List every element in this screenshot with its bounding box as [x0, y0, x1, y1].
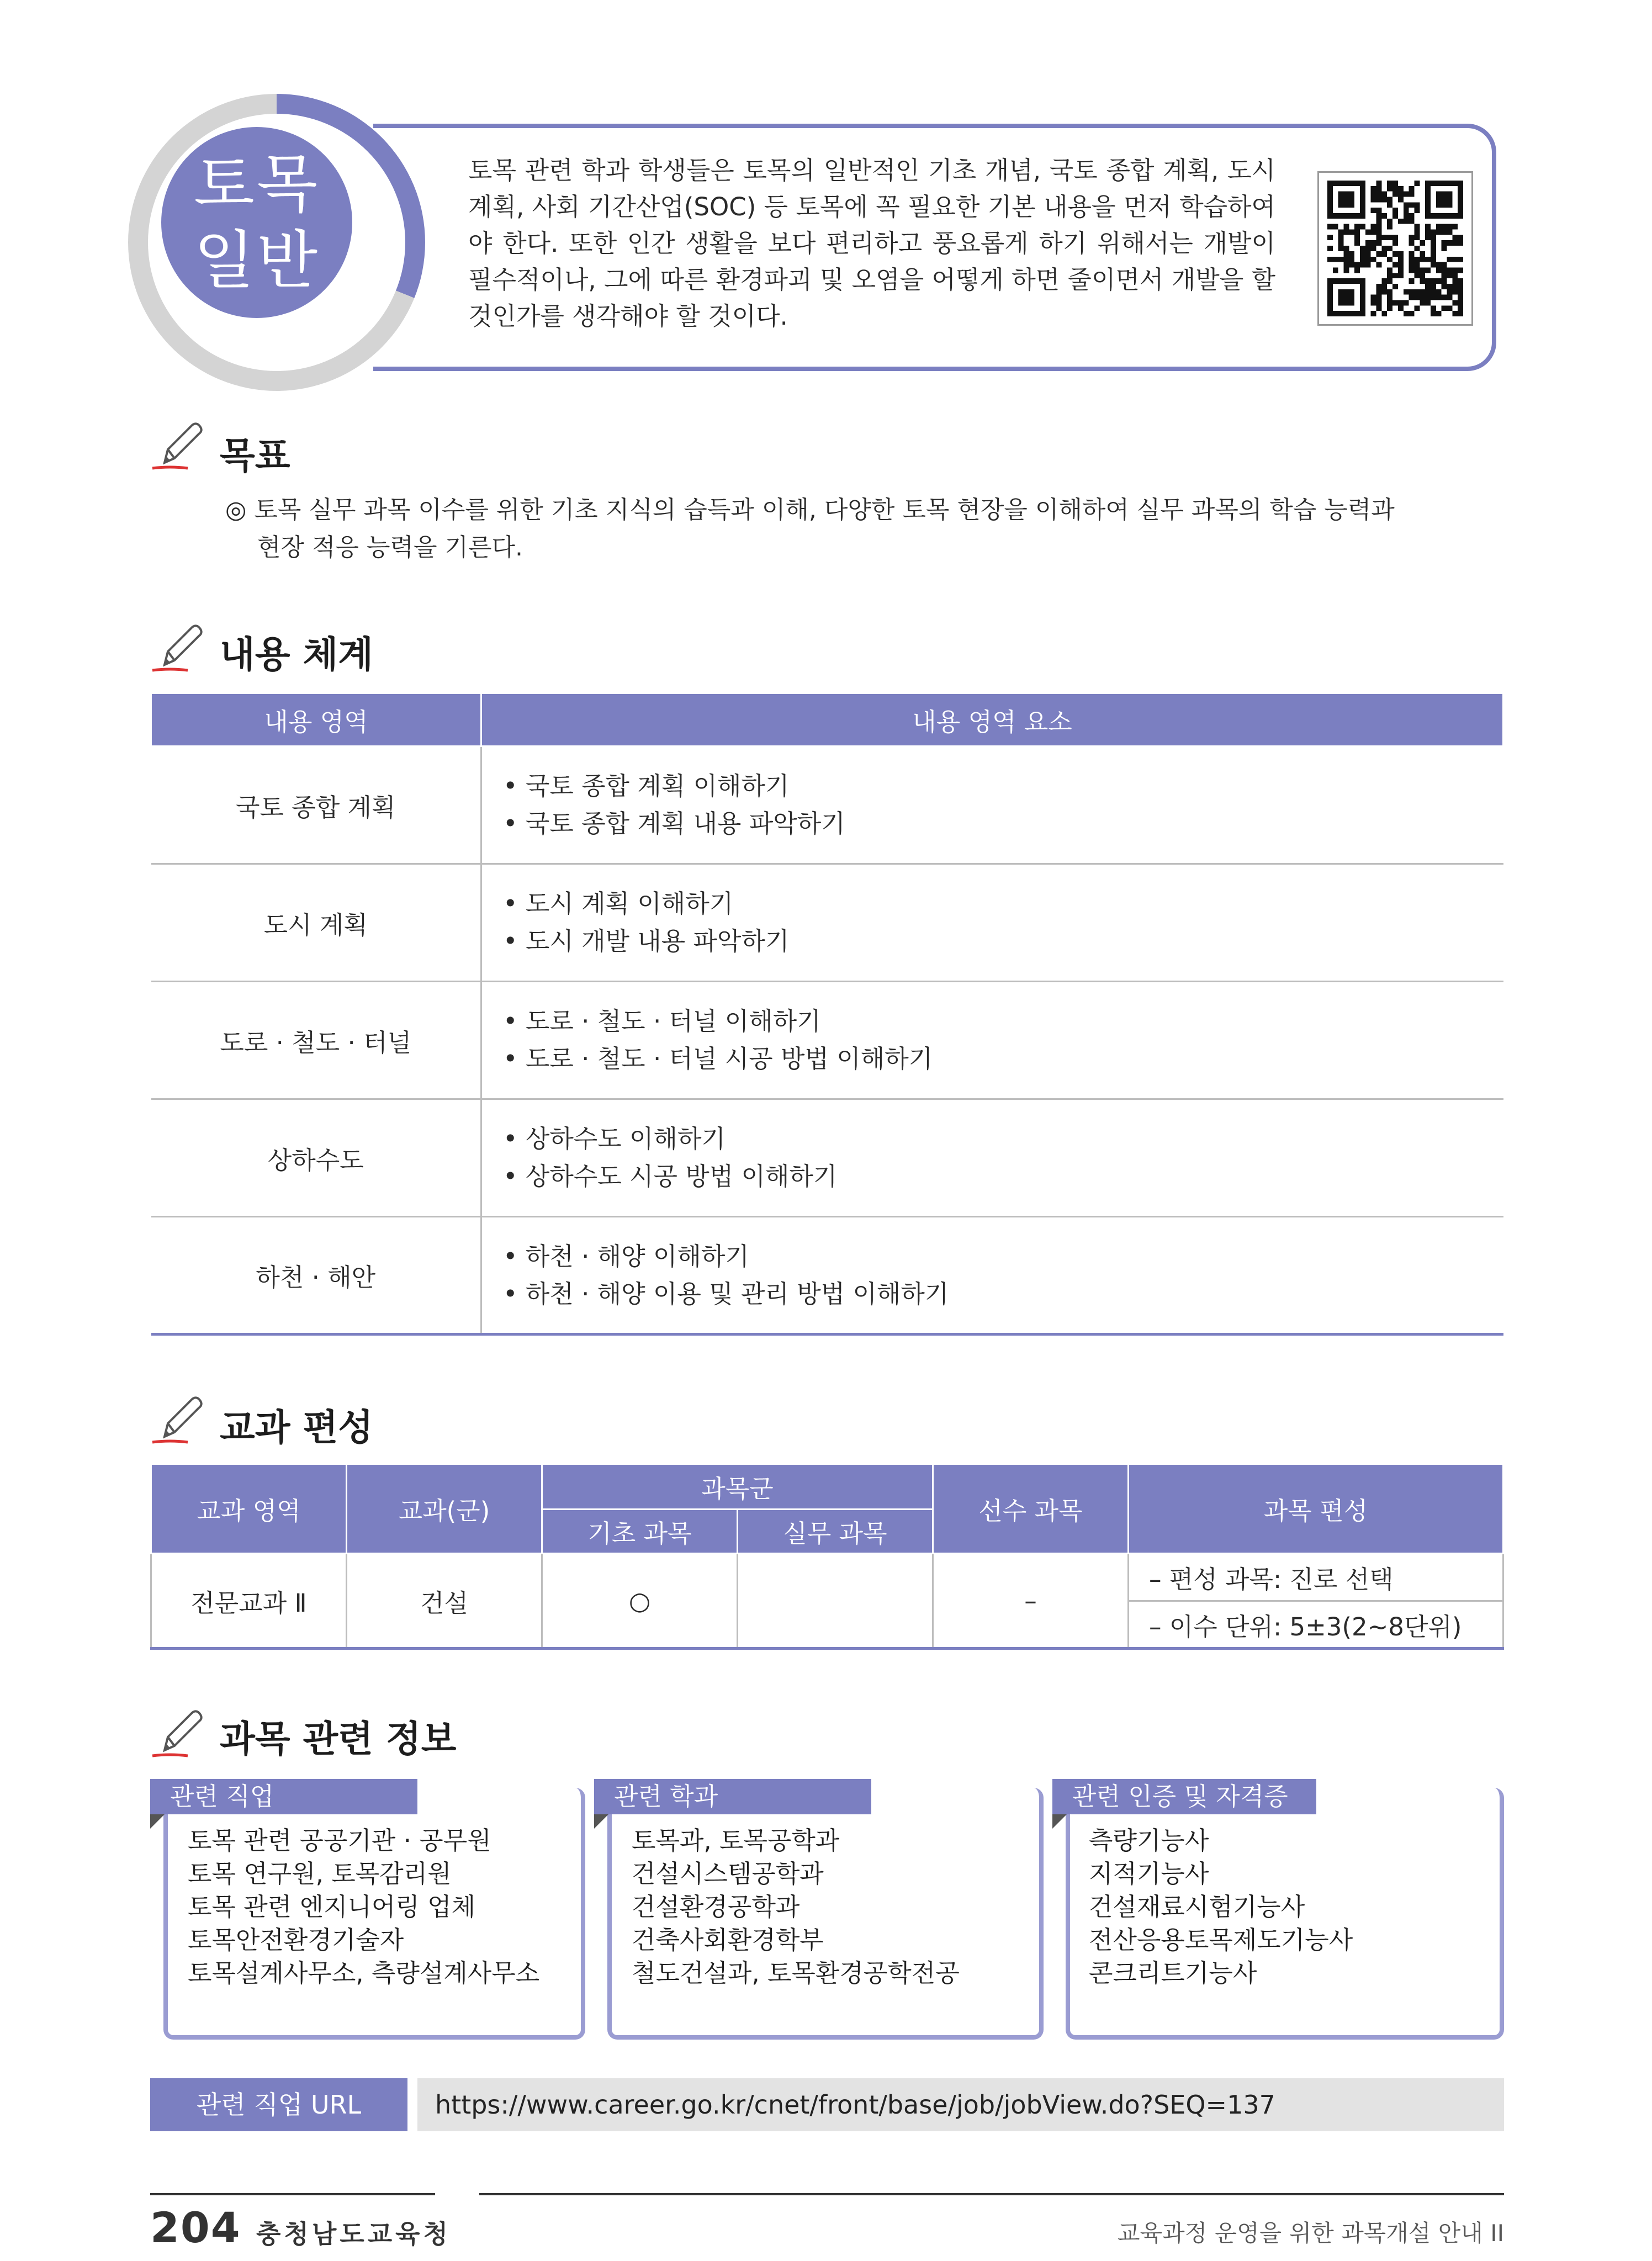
col-org-header: 과목 편성 [1129, 1464, 1503, 1554]
col-group-header: 과목군 [542, 1464, 933, 1510]
table-row [151, 982, 1503, 1099]
table-row [151, 1099, 1503, 1217]
col-prereq-header: 선수 과목 [933, 1464, 1129, 1554]
element-item: • 국토 종합 계획 이해하기 [503, 771, 790, 801]
area-cell: 도로 · 철도 · 터널 [151, 982, 481, 1099]
list-item: 토목안전환경기술자 [188, 1925, 404, 1955]
related-info-heading: 과목 관련 정보 [220, 1718, 457, 1760]
prereq-cell: – [933, 1554, 1129, 1649]
goal-line-1: ◎ 토목 실무 과목 이수를 위한 기초 지식의 습득과 이해, 다양한 토목 현장을 이해하여 실무 과목의 학습 능력과 [225, 496, 1395, 524]
badge-title-line2: 일반 [193, 224, 320, 297]
goal-heading: 목표 [220, 435, 290, 477]
element-item: • 상하수도 시공 방법 이해하기 [503, 1162, 838, 1191]
footer-divider-right [479, 2193, 1504, 2195]
col-area-header: 내용 영역 [151, 693, 481, 746]
list-item: 전산응용토목제도기능사 [1089, 1925, 1353, 1955]
related-depts-list [632, 1824, 960, 1990]
table-row [151, 746, 1503, 864]
elements-cell [481, 1217, 1503, 1335]
element-item: • 도로 · 철도 · 터널 이해하기 [503, 1007, 821, 1036]
tab-notch [1052, 1814, 1067, 1829]
related-certs-list [1089, 1824, 1353, 1990]
related-depts-title: 관련 학과 [594, 1779, 871, 1814]
col-elements-header: 내용 영역 요소 [481, 693, 1503, 746]
goal-line-2: 현장 적응 능력을 기른다. [257, 533, 523, 562]
element-item: • 도시 개발 내용 파악하기 [503, 926, 790, 956]
area-cell: 상하수도 [151, 1099, 481, 1217]
col-basic-header: 기초 과목 [542, 1510, 738, 1554]
element-item: • 도로 · 철도 · 터널 시공 방법 이해하기 [503, 1044, 933, 1073]
pencil-icon [148, 1703, 205, 1762]
area-cell: 전문교과 Ⅱ [151, 1554, 347, 1649]
table-row [151, 864, 1503, 982]
page-number: 204 [150, 2203, 241, 2252]
qr-code-graphic [1327, 181, 1464, 316]
list-item: 토목 관련 엔지니어링 업체 [188, 1892, 476, 1921]
curriculum-heading: 교과 편성 [220, 1406, 374, 1449]
list-item: 토목 관련 공공기관 · 공무원 [188, 1826, 491, 1855]
area-cell: 하천 · 해안 [151, 1217, 481, 1335]
practical-cell [738, 1554, 933, 1649]
related-certs-title: 관련 인증 및 자격증 [1052, 1779, 1316, 1814]
list-item: 건설재료시험기능사 [1089, 1892, 1305, 1921]
list-item: 콘크리트기능사 [1089, 1958, 1257, 1988]
table-row [151, 1554, 1503, 1601]
curriculum-table [150, 1463, 1504, 1650]
elements-cell [481, 746, 1503, 864]
badge-title-line1: 토목 [193, 147, 320, 221]
job-url-link[interactable]: https://www.career.go.kr/cnet/front/base/job/jobView.do?SEQ=137 [417, 2078, 1504, 2131]
elements-cell [481, 864, 1503, 982]
area-cell: 도시 계획 [151, 864, 481, 982]
qr-code-icon[interactable] [1317, 171, 1473, 326]
basic-cell: ○ [542, 1554, 738, 1649]
col-practical-header: 실무 과목 [738, 1510, 933, 1554]
publisher-name: 충청남도교육청 [256, 2219, 452, 2249]
element-item: • 하천 · 해양 이용 및 관리 방법 이해하기 [503, 1279, 949, 1309]
element-item: • 하천 · 해양 이해하기 [503, 1241, 749, 1271]
element-item: • 국토 종합 계획 내용 파악하기 [503, 809, 845, 838]
pencil-icon [148, 1389, 205, 1449]
element-item: • 도시 계획 이해하기 [503, 889, 734, 918]
content-system-heading: 내용 체계 [220, 633, 374, 676]
col-subject-header: 교과(군) [347, 1464, 542, 1554]
area-cell: 국토 종합 계획 [151, 746, 481, 864]
badge-disc [161, 127, 352, 318]
tab-notch [594, 1814, 608, 1829]
list-item: 토목설계사무소, 측량설계사무소 [188, 1958, 540, 1988]
list-item: 건설시스템공학과 [632, 1859, 824, 1888]
list-item: 철도건설과, 토목환경공학전공 [632, 1958, 960, 1988]
table-header-row [151, 1464, 1503, 1510]
tab-notch [150, 1814, 165, 1829]
org-cell-1: – 편성 과목: 진로 선택 [1129, 1554, 1503, 1601]
related-jobs-list [188, 1824, 539, 1990]
col-area-header: 교과 영역 [151, 1464, 347, 1554]
list-item: 토목과, 토목공학과 [632, 1826, 840, 1855]
list-item: 지적기능사 [1089, 1859, 1209, 1888]
intro-text: 토목 관련 학과 학생들은 토목의 일반적인 기초 개념, 국토 종합 계획, 도시 계획, 사회 기간산업(SOC) 등 토목에 꼭 필요한 기본 내용을 먼저 학습하여야 한다. 또한 인간 생활을 보다 편리하고 풍요롭게 하기 위해서는 개발이 필수적이나, 그에 따른 환경파괴 및 오염을 어떻게 하면 줄이면서 개발을 할 것인가를 생각해야 할 것이다. [468, 156, 1275, 331]
list-item: 건축사회환경학부 [632, 1925, 824, 1955]
pencil-icon [148, 617, 205, 677]
elements-cell [481, 1099, 1503, 1217]
footer-divider-left [150, 2193, 435, 2195]
list-item: 측량기능사 [1089, 1826, 1209, 1855]
table-row [151, 1217, 1503, 1335]
related-jobs-title: 관련 직업 [150, 1779, 417, 1814]
list-item: 토목 연구원, 토목감리원 [188, 1859, 452, 1888]
element-item: • 상하수도 이해하기 [503, 1124, 726, 1153]
list-item: 건설환경공학과 [632, 1892, 800, 1921]
subject-badge [128, 94, 425, 391]
elements-cell [481, 982, 1503, 1099]
goal-text [225, 491, 1473, 566]
content-system-table [150, 692, 1504, 1336]
org-cell-2: – 이수 단위: 5±3(2~8단위) [1129, 1601, 1503, 1649]
document-title: 교육과정 운영을 위한 과목개설 안내 II [1117, 2220, 1504, 2247]
subject-cell: 건설 [347, 1554, 542, 1649]
table-header-row [151, 693, 1503, 746]
url-label: 관련 직업 URL [150, 2078, 407, 2131]
pencil-icon [148, 415, 205, 475]
